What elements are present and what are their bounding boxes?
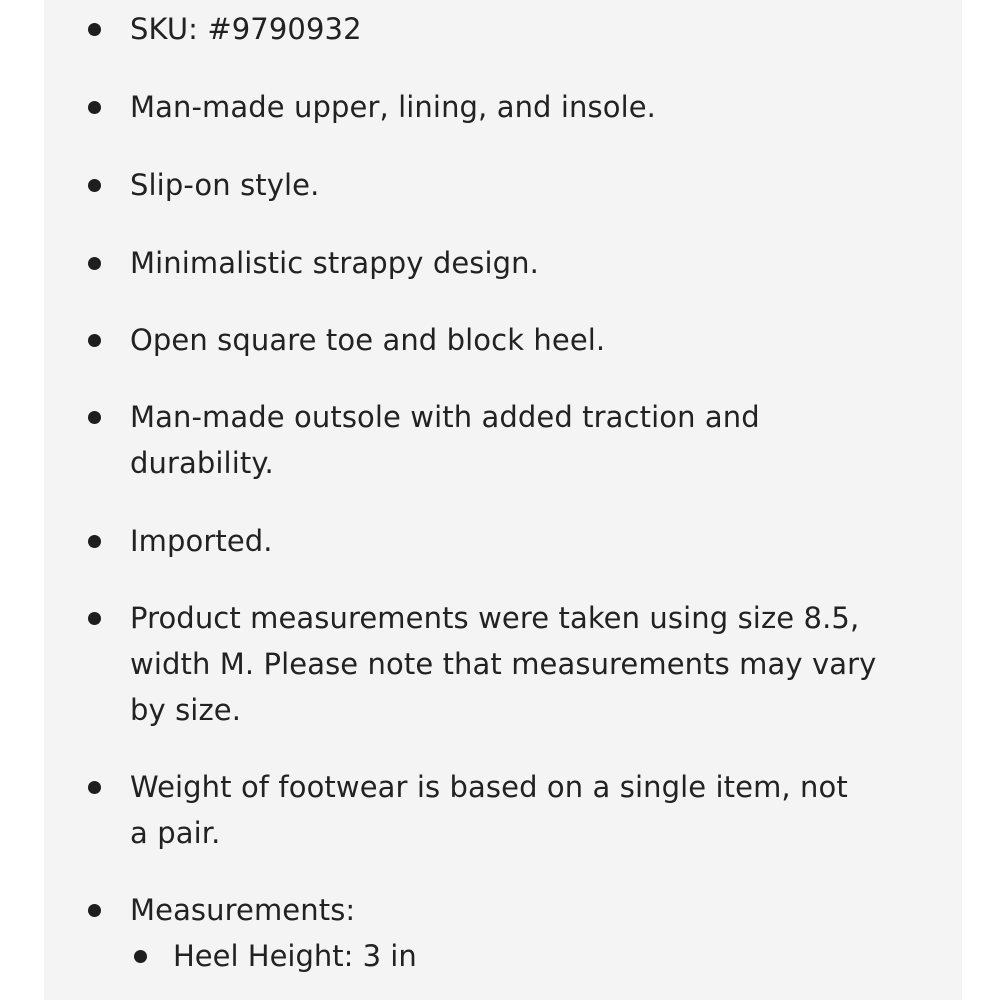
feature-text: Measurements:	[130, 893, 356, 927]
bullet-icon	[88, 535, 101, 548]
feature-text: Weight of footwear is based on a single item, not a pair.	[130, 770, 848, 850]
bullet-icon	[88, 257, 101, 270]
feature-text: Product measurements were taken using size 8.5, width M. Please note that measurements may vary by size.	[130, 601, 877, 727]
feature-text: Slip-on style.	[130, 168, 320, 202]
bullet-icon	[88, 334, 101, 347]
bullet-icon	[88, 101, 101, 114]
feature-text: SKU: #9790932	[130, 12, 362, 46]
bullet-icon	[134, 950, 147, 963]
product-details-panel	[44, 0, 962, 1000]
bullet-icon	[88, 179, 101, 192]
feature-text: Man-made outsole with added traction and durability.	[130, 400, 760, 480]
feature-text: Imported.	[130, 524, 273, 558]
bullet-icon	[88, 23, 101, 36]
feature-text: Man-made upper, lining, and insole.	[130, 90, 656, 124]
bullet-icon	[88, 781, 101, 794]
feature-text: Minimalistic strappy design.	[130, 246, 539, 280]
measurement-text: Heel Height: 3 in	[173, 939, 417, 973]
bullet-icon	[88, 411, 101, 424]
bullet-icon	[88, 612, 101, 625]
bullet-icon	[88, 904, 101, 917]
feature-text: Open square toe and block heel.	[130, 323, 606, 357]
